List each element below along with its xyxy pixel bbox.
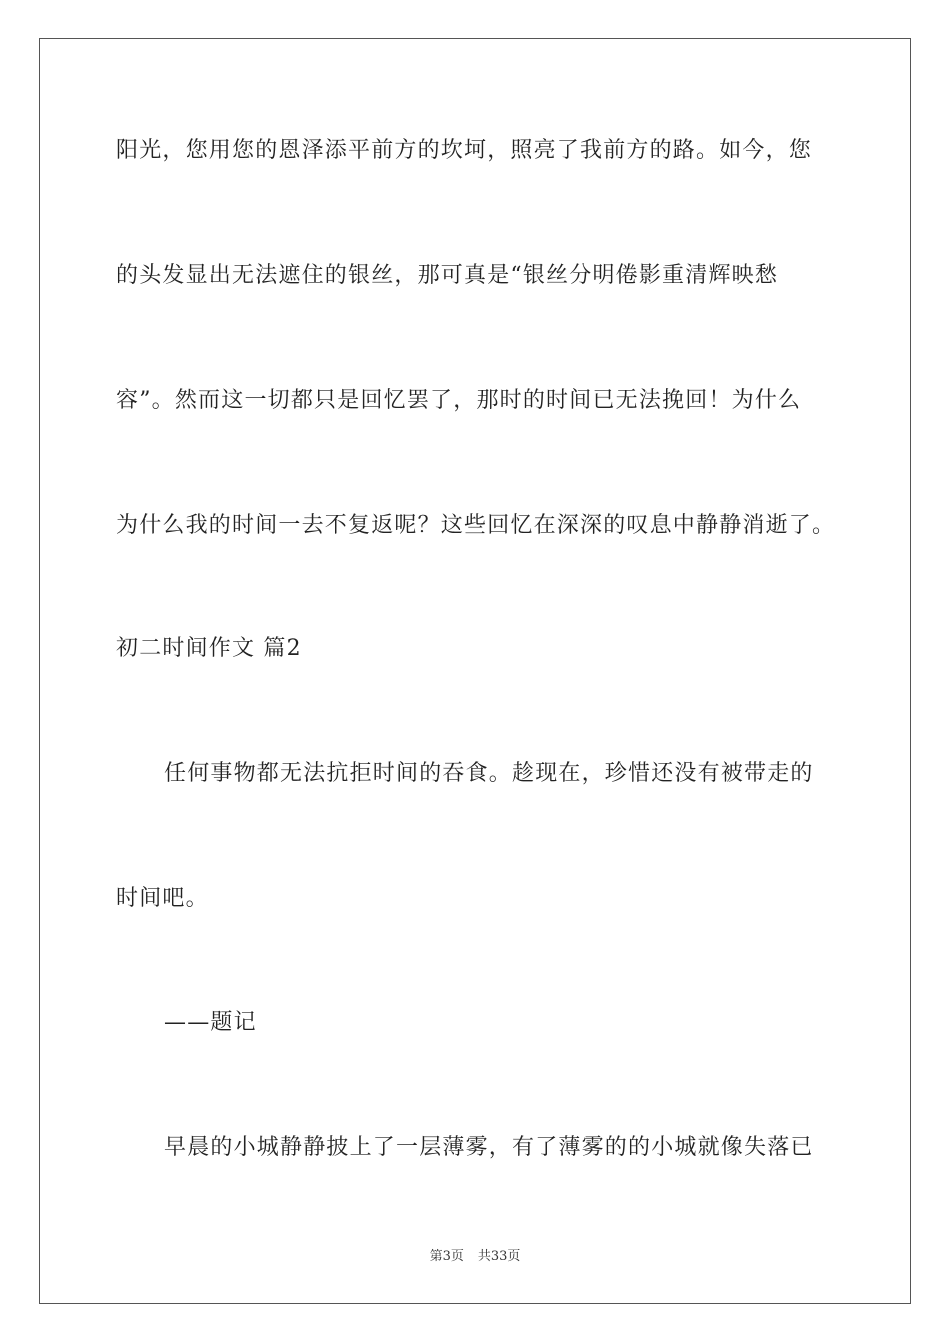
body-text-line: 时间吧。 [116, 886, 209, 911]
page-frame [39, 38, 911, 1304]
section-heading: 初二时间作文 篇2 [116, 636, 302, 661]
body-text-line: 为什么我的时间一去不复返呢？这些回忆在深深的叹息中静静消逝了。 [116, 513, 836, 538]
body-text-line: 早晨的小城静静披上了一层薄雾，有了薄雾的的小城就像失落已 [164, 1135, 814, 1160]
body-text-line: 阳光，您用您的恩泽添平前方的坎坷，照亮了我前方的路。如今，您 [116, 138, 813, 163]
body-text-line: 容”。然而这一切都只是回忆罢了，那时的时间已无法挽回！为什么 [116, 388, 802, 413]
total-pages: 共33页 [477, 1249, 521, 1264]
page-footer [0, 1248, 950, 1266]
body-text-line: 任何事物都无法抗拒时间的吞食。趁现在，珍惜还没有被带走的 [164, 761, 814, 786]
page-number: 第3页 [429, 1249, 464, 1264]
body-text-line: 的头发显出无法遮住的银丝，那可真是“银丝分明倦影重清辉映愁 [116, 263, 779, 288]
epigraph-attribution: ——题记 [164, 1010, 257, 1035]
